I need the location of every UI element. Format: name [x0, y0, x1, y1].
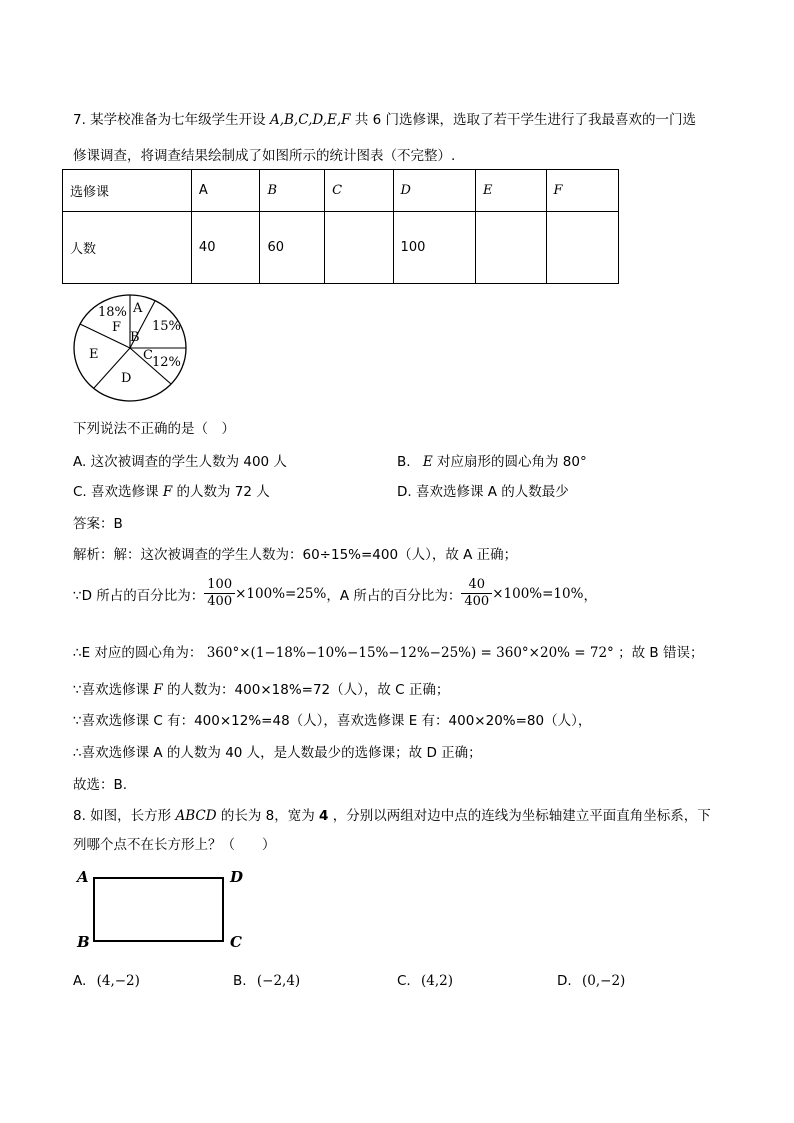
fraction-denominator: 400: [207, 594, 233, 609]
q8-rectangle-figure: [93, 877, 224, 942]
q8-stem-text-2: 的长为 8，宽为: [220, 808, 315, 824]
table-header-row: [63, 170, 619, 212]
pie-divider: [80, 324, 130, 348]
table-cell: [325, 212, 393, 284]
table-cell: D: [393, 170, 476, 212]
q8-option-c: [397, 973, 453, 989]
q8-corner-a: A: [77, 868, 89, 886]
fraction-a: [461, 577, 492, 610]
table-cell: C: [325, 170, 393, 212]
q8-corner-b: B: [77, 933, 90, 951]
option-label: C.: [397, 973, 411, 989]
table-cell: [546, 212, 618, 284]
pie-pct-c: 12%: [152, 355, 181, 370]
analysis-math: 360°×(1−18%−10%−15%−12%−25%) = 360°×20% = 72°: [206, 645, 614, 661]
q7-stem-line2: 修课调查，将调查结果绘制成了如图所示的统计图表（不完整）.: [73, 148, 456, 164]
q8-rect-name: ABCD: [175, 808, 217, 824]
q7-stem-text: 7. 某学校准备为七年级学生开设: [73, 112, 266, 128]
option-label: B.: [233, 973, 247, 989]
q7-analysis-1: 解析：解：这次被调查的学生人数为：60÷15%=400（人），故 A 正确；: [73, 547, 518, 563]
pie-label-d: D: [121, 371, 132, 386]
analysis-text: 的人数为：400×18%=72（人），故 C 正确；: [167, 682, 450, 698]
q8-stem-line1: [73, 804, 711, 824]
q8-option-a: [73, 973, 140, 989]
table-cell: [476, 212, 546, 284]
q7-answer: 答案：B: [73, 516, 123, 532]
pie-label-e: E: [89, 347, 99, 362]
fraction-numerator: 40: [461, 577, 492, 594]
q7-analysis-3: [73, 641, 703, 661]
analysis-text: ，A 所占的百分比为：: [326, 587, 462, 604]
q7-prompt: 下列说法不正确的是（ ）: [73, 421, 235, 437]
pie-label-c: C: [143, 348, 153, 363]
pie-label-f: F: [112, 320, 122, 335]
q8-option-d: [557, 973, 625, 989]
q7-course-letters: A,B,C,D,E,F: [269, 112, 351, 128]
table-cell: 选修课: [63, 170, 192, 212]
table-cell: A: [191, 170, 260, 212]
q7-analysis-6: ∴喜欢选修课 A 的人数为 40 人，是人数最少的选修课；故 D 正确；: [73, 745, 482, 761]
analysis-text: ∵D 所占的百分比为：: [73, 587, 205, 604]
fraction-numerator: 100: [204, 577, 235, 594]
analysis-var: F: [153, 682, 163, 698]
option-label: A.: [73, 973, 87, 989]
option-value: (−2,4): [256, 973, 301, 989]
option-text: 的人数为 72 人: [176, 484, 270, 500]
q8-stem-line2: 列哪个点不在长方形上？（ ）: [73, 837, 276, 853]
pie-pct-f: 18%: [98, 305, 127, 320]
q8-stem-text-3: ，分别以两组对边中点的连线为坐标轴建立平面直角坐标系，下: [332, 808, 711, 824]
analysis-text: ，: [583, 587, 597, 604]
q7-analysis-2: [73, 577, 597, 610]
q7-pie-chart: [72, 292, 192, 404]
q7-option-a: A. 这次被调查的学生人数为 400 人: [73, 454, 287, 470]
analysis-text: ；故 B 错误；: [618, 645, 704, 661]
q7-analysis-4: [73, 678, 449, 698]
analysis-text: ∴E 对应的圆心角为：: [73, 645, 203, 661]
q8-corner-c: C: [230, 933, 242, 951]
option-label: B.: [397, 454, 411, 470]
q7-stem-text-2: 共 6 门选修课，选取了若干学生进行了我最喜欢的一门选: [354, 112, 696, 128]
pie-label-a: A: [133, 301, 143, 316]
q8-width-value: 4: [319, 808, 329, 824]
option-var: F: [162, 484, 173, 500]
option-value: (4,2): [421, 973, 454, 989]
option-value: (0,−2): [581, 973, 626, 989]
table-cell: 60: [260, 212, 325, 284]
q7-analysis-5: ∵喜欢选修课 C 有：400×12%=48（人），喜欢选修课 E 有：400×20%=80（人），: [73, 713, 592, 729]
fraction-denominator: 400: [464, 594, 490, 609]
pie-pct-b: 15%: [152, 319, 181, 334]
table-cell: 人数: [63, 212, 192, 284]
q7-option-d: D. 喜欢选修课 A 的人数最少: [397, 484, 569, 500]
analysis-math: ×100%=10%: [492, 585, 584, 602]
table-row: [63, 212, 619, 284]
option-var: E: [422, 454, 433, 470]
table-cell: F: [546, 170, 618, 212]
q7-stats-table: [62, 169, 619, 284]
table-cell: 40: [191, 212, 260, 284]
option-text: 对应扇形的圆心角为 80°: [437, 454, 587, 470]
analysis-math: ×100%=25%: [235, 585, 327, 602]
table-cell: 100: [393, 212, 476, 284]
q8-option-b: [233, 973, 300, 989]
q8-corner-d: D: [230, 868, 244, 886]
table-cell: E: [476, 170, 546, 212]
table-cell: B: [260, 170, 325, 212]
q7-conclusion: 故选：B.: [73, 777, 128, 793]
q7-option-c: [73, 480, 270, 500]
fraction-d: [204, 577, 235, 610]
q7-option-b: [397, 450, 587, 470]
q8-stem-text: 8. 如图，长方形: [73, 808, 172, 824]
analysis-text: ∵喜欢选修课: [73, 682, 150, 698]
option-label: D.: [557, 973, 572, 989]
q7-stem-line1: [73, 108, 696, 128]
pie-label-b: B: [130, 330, 140, 345]
option-value: (4,−2): [96, 973, 140, 989]
option-label: C. 喜欢选修课: [73, 484, 159, 500]
